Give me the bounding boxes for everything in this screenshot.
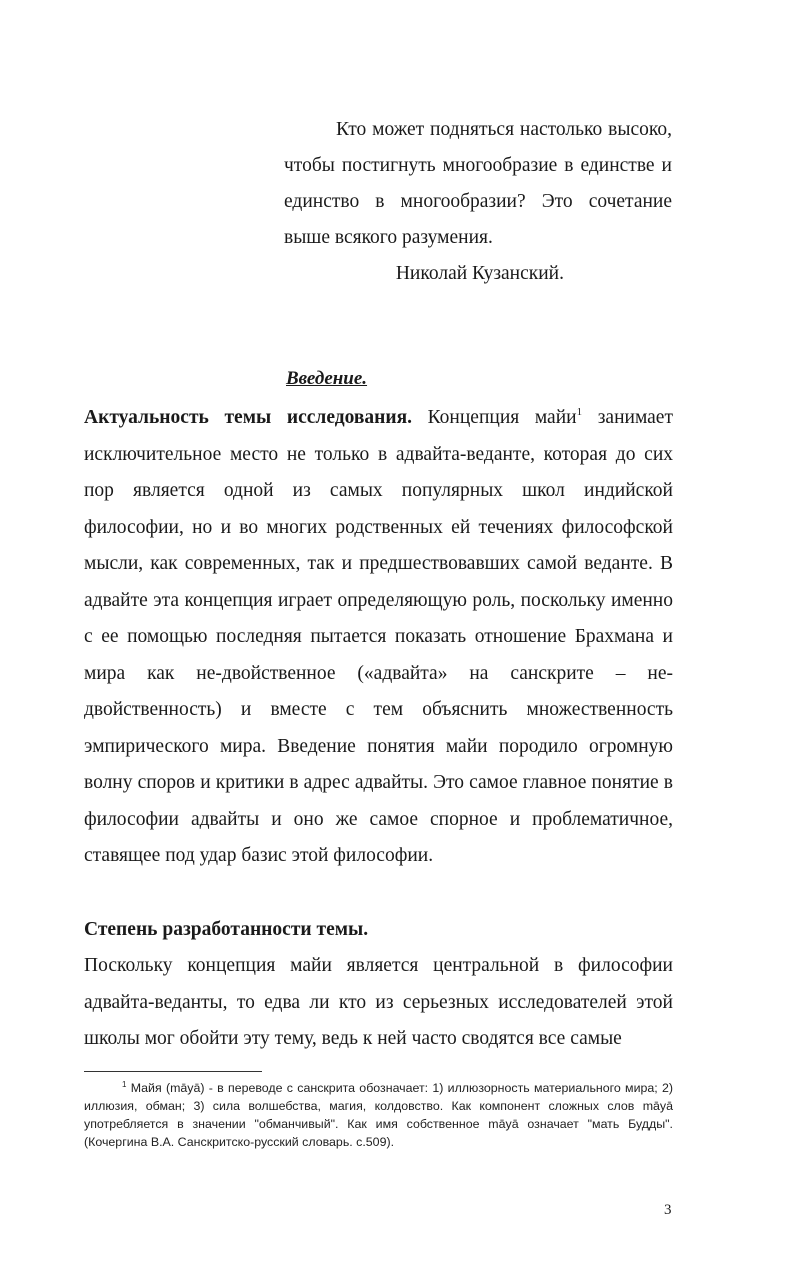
page-number: 3 [664, 1202, 672, 1218]
section-heading-introduction: Введение. [286, 368, 368, 389]
degree-text: Поскольку концепция майи является центральной в философии адвайта-веданты, то едва ли кто из серьезных исследователей этой школы мог обойти эту тему, ведь к ней часто сводятся все самые [84, 955, 673, 1049]
footnote-text: Майя (māyā) - в переводе с санскрита обозначает: 1) иллюзорность материального мира; 2) иллюзия, обман; 3) сила волшебства, магия, колдовство. Как компонент сложных слов māyā употребляется в значении "обманчивый". Как имя собственное māyā означает "мать Будды". (Кочергина В.А. Санскритско-русский словарь. с.509). [84, 1081, 673, 1149]
relevance-text-start: Концепция майи [412, 407, 577, 428]
relevance-lead: Актуальность темы исследования. [84, 407, 413, 428]
footnote-reference[interactable]: 1 [576, 406, 583, 418]
degree-paragraph [84, 948, 673, 1058]
epigraph [284, 112, 672, 292]
epigraph-author: Николай Кузанский. [395, 263, 564, 284]
footnote [84, 1079, 673, 1151]
relevance-text: занимает исключительное место не только в адвайта-веданте, которая до сих пор является одной из самых популярных школ индийской философии, но и во многих родственных ей течениях философской мысли, как современных, так и предшествовавших самой веданте. В адвайте эта концепция играет определяющую роль, поскольку именно с ее помощью последняя пытается показать отношение Брахмана и мира как не-двойственное («адвайта» на санскрите – не-двойственность) и вместе с тем объяснить множественность эмпирического мира. Введение понятия майи породило огромную волну споров и критики в адрес адвайты. Это самое главное понятие в философии адвайты и оно же самое спорное и проблематичное, ставящее под удар базис этой философии. [84, 407, 673, 866]
footnote-marker: 1 [122, 1080, 127, 1089]
relevance-paragraph [84, 400, 673, 875]
epigraph-text: Кто может подняться настолько высоко, чтобы постигнуть многообразие в единстве и единство в многообразии? Это сочетание выше всякого разумения. [284, 119, 672, 248]
footnote-divider [84, 1071, 262, 1072]
degree-heading: Степень разработанности темы. [84, 919, 369, 940]
degree-heading-block [84, 912, 673, 949]
